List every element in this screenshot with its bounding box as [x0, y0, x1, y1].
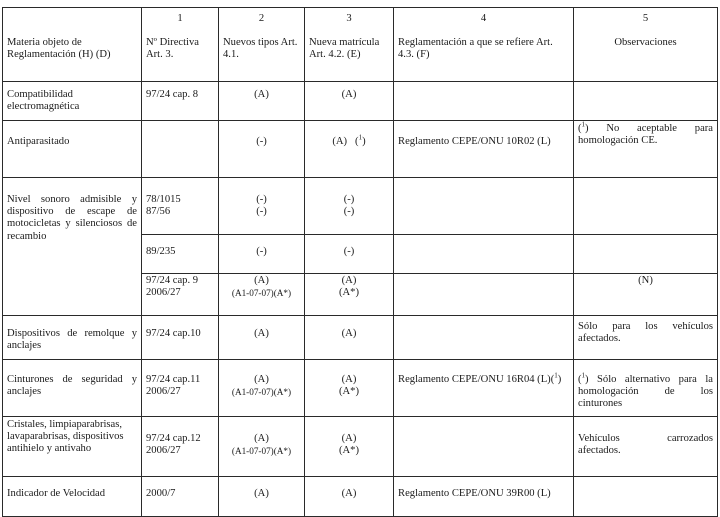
nuevos-cell: (-): [219, 235, 305, 274]
reglamentacion-cell: Reglamento CEPE/ONU 16R04 (L)($^1$): [394, 360, 574, 417]
observaciones-cell: ($^1$) No aceptable para homologación CE.: [574, 121, 718, 178]
table-row: [3, 121, 718, 178]
table-row: [3, 417, 718, 477]
header-materia: Materia objeto de Reglamentación (H) (D): [3, 8, 142, 82]
header-nueva-matricula: 3 Nueva matrícula Art. 4.2. (E): [305, 8, 394, 82]
observaciones-cell: Vehículos carrozados afectados.: [574, 417, 718, 477]
directiva-cell: 97/24 cap.11 2006/27: [142, 360, 219, 417]
nuevos-cell: (-): [219, 121, 305, 178]
header-observaciones: 5 Observaciones: [574, 8, 718, 82]
directiva-cell: 97/24 cap. 8: [142, 82, 219, 121]
table-row: [3, 82, 718, 121]
materia-cell: Cinturones de seguridad y anclajes: [3, 360, 142, 417]
matricula-cell: (A) ($^1$): [305, 121, 394, 178]
regulation-table: [2, 7, 718, 517]
header-nuevos-tipos: 2 Nuevos tipos Art. 4.1.: [219, 8, 305, 82]
directiva-cell: 97/24 cap.12 2006/27: [142, 417, 219, 477]
table-row: [3, 178, 718, 235]
matricula-cell: (A): [305, 82, 394, 121]
nuevos-cell: (A) (A1-07-07)(A*): [219, 417, 305, 477]
directiva-cell: 89/235: [142, 235, 219, 274]
directiva-cell: 78/1015 87/56: [142, 178, 219, 235]
observaciones-cell: Sólo para los vehículos afectados.: [574, 316, 718, 360]
matricula-cell: (A): [305, 477, 394, 517]
reglamentacion-cell: [394, 274, 574, 316]
materia-cell: Nivel sonoro admisible y dispositivo de escape de motocicletas y silenciosos de recambio: [3, 178, 142, 316]
nuevos-cell: (-) (-): [219, 178, 305, 235]
nuevos-cell: (A): [219, 82, 305, 121]
header-directiva: 1 Nº Directiva Art. 3.: [142, 8, 219, 82]
directiva-cell: 97/24 cap.10: [142, 316, 219, 360]
directiva-cell: 2000/7: [142, 477, 219, 517]
reglamentacion-cell: Reglamento CEPE/ONU 10R02 (L): [394, 121, 574, 178]
matricula-cell: (-): [305, 235, 394, 274]
materia-cell: Compatibilidad electromagnética: [3, 82, 142, 121]
observaciones-cell: [574, 477, 718, 517]
directiva-cell: 97/24 cap. 9 2006/27: [142, 274, 219, 316]
reglamentacion-cell: [394, 82, 574, 121]
reglamentacion-cell: [394, 235, 574, 274]
header-row: [3, 8, 718, 82]
reglamentacion-cell: [394, 417, 574, 477]
nuevos-cell: (A) (A1-07-07)(A*): [219, 360, 305, 417]
matricula-cell: (A): [305, 316, 394, 360]
matricula-cell: (A) (A*): [305, 417, 394, 477]
table-row: [3, 316, 718, 360]
reglamentacion-cell: Reglamento CEPE/ONU 39R00 (L): [394, 477, 574, 517]
materia-cell: Antiparasitado: [3, 121, 142, 178]
nuevos-cell: (A): [219, 477, 305, 517]
table-row: [3, 477, 718, 517]
observaciones-cell: [574, 82, 718, 121]
matricula-cell: (-) (-): [305, 178, 394, 235]
nuevos-cell: (A) (A1-07-07)(A*): [219, 274, 305, 316]
reglamentacion-cell: [394, 316, 574, 360]
observaciones-cell: [574, 178, 718, 235]
observaciones-cell: ($^1$) Sólo alternativo para la homologación de los cinturones: [574, 360, 718, 417]
materia-cell: Dispositivos de remolque y anclajes: [3, 316, 142, 360]
observaciones-cell: [574, 235, 718, 274]
materia-cell: Cristales, limpiaparabrisas, lavaparabrisas, dispositivos antihielo y antivaho: [3, 417, 142, 477]
observaciones-cell: (N): [574, 274, 718, 316]
reglamentacion-cell: [394, 178, 574, 235]
materia-cell: Indicador de Velocidad: [3, 477, 142, 517]
matricula-cell: (A) (A*): [305, 274, 394, 316]
nuevos-cell: (A): [219, 316, 305, 360]
directiva-cell: [142, 121, 219, 178]
table-row: [3, 360, 718, 417]
matricula-cell: (A) (A*): [305, 360, 394, 417]
header-reglamentacion: 4 Reglamentación a que se refiere Art. 4.3. (F): [394, 8, 574, 82]
